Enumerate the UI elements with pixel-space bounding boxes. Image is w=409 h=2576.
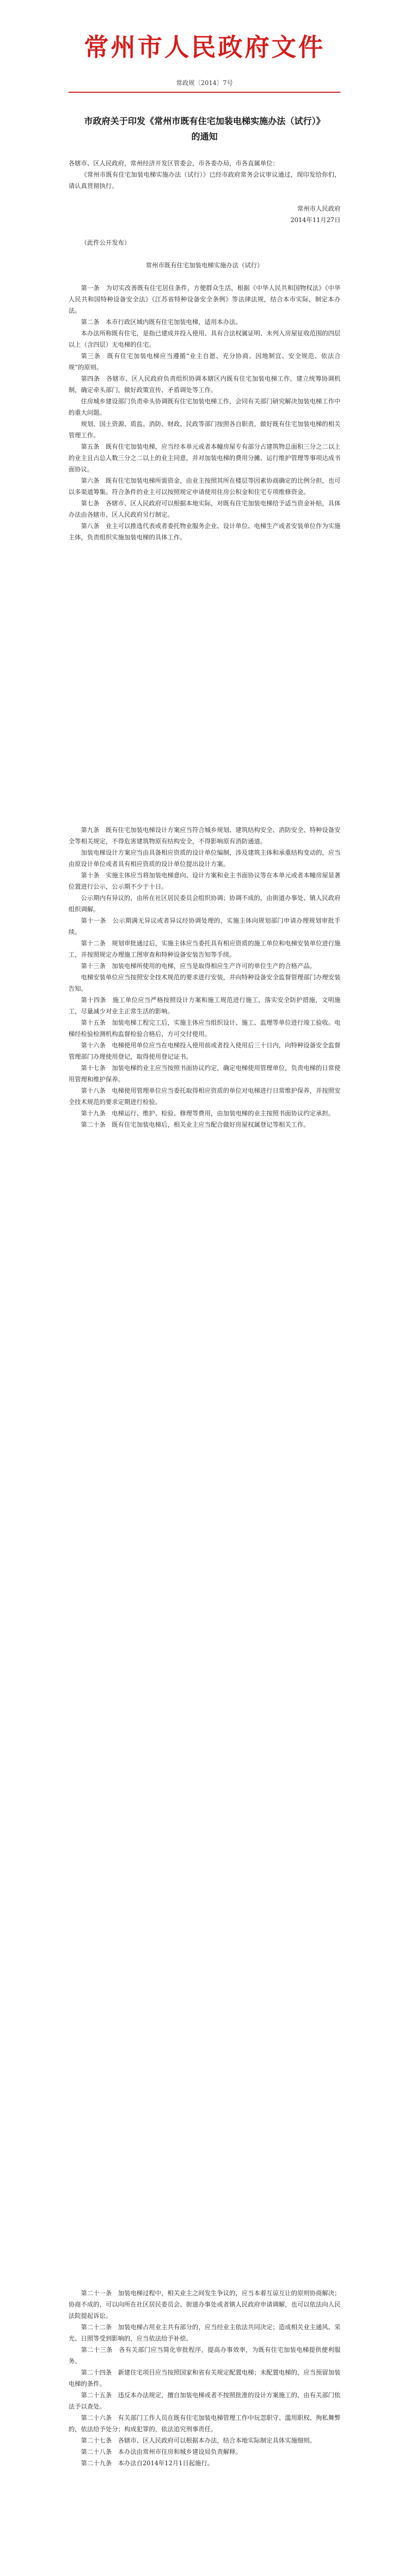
regulation-article: 第二十九条 本办法自2014年12月1日起施行。: [81, 2460, 214, 2467]
red-divider-line: [69, 92, 340, 93]
regulation-article: 第六条 既有住宅加装电梯所需资金，由业主按照其所在楼层等因素协商确定的比例分担，也可以多渠道筹集。符合条件的业主可以按照规定申请使用住房公积金和住宅专项维修资金。: [69, 477, 341, 496]
notice-text: 《常州市既有住宅加装电梯实施办法（试行）》已经市政府常务会议审议通过，现印发给你们，请认真贯彻执行。: [69, 171, 340, 190]
regulation-article: 第二十二条 加装电梯占用业主共有部分的，应当经业主依法共同决定；造成相关业主通风、采光、日照等受到影响的，应当依法给予补偿。: [69, 2324, 341, 2342]
document-masthead: 常州市人民政府文件: [83, 33, 325, 62]
regulation-article: 第一条 为切实改善既有住宅居住条件，方便群众生活，根据《中华人民共和国物权法》《中华人民共和国特种设备安全法》《江苏省特种设备安全条例》等法律法规，结合本市实际，制定本办法。: [69, 284, 340, 314]
regulation-article: 第二条 本市行政区域内既有住宅加装电梯，适用本办法。: [81, 318, 242, 326]
regulation-article: 第十条 实施主体应当将加装电梯意向、设计方案和业主书面协议等在本单元或者本幢房屋显著位置进行公示，公示期不少于十日。: [69, 872, 341, 890]
regulation-article: 第二十四条 新建住宅项目应当按照国家和省有关规定配置电梯；未配置电梯的，应当预留加装电梯的条件。: [69, 2369, 341, 2387]
regulation-article: 第二十一条 加装电梯过程中，相关业主之间发生争议的，应当本着互谅互让的原则协商解决；协商不成的，可以向所在社区居民委员会、街道办事处或者镇人民政府申请调解，也可以依法向人民法院提起诉讼。: [69, 2290, 341, 2319]
regulation-title: 常州市既有住宅加装电梯实施办法（试行）: [145, 262, 263, 269]
regulation-section-2: [69, 824, 340, 1130]
regulation-article: 第二十八条 本办法由常州市住房和城乡建设局负责解释。: [81, 2448, 242, 2455]
regulation-article: 第十九条 电梯运行、维护、检验、修理等费用，由加装电梯的业主按照书面协议约定承担。: [81, 1110, 335, 1117]
notice-body: [69, 158, 340, 543]
notice-title-line-1: 市政府关于印发《常州市既有住宅加装电梯实施办法（试行）》: [84, 116, 325, 127]
regulation-article: 加装电梯设计方案应当由具备相应资质的设计单位编制，涉及建筑主体和承重结构变动的，应当由原设计单位或者具有相应资质的设计单位提出设计方案。: [69, 849, 341, 868]
notice-issuer: 常州市人民政府: [297, 205, 340, 212]
regulation-article: 第二十六条 有关部门工作人员在既有住宅加装电梯管理工作中玩忽职守、滥用职权、徇私舞弊的，依法给予处分；构成犯罪的，依法追究刑事责任。: [69, 2414, 341, 2433]
regulation-article: 电梯安装单位应当按照安全技术规范的要求进行安装，并向特种设备安全监督管理部门办理安装告知。: [69, 974, 341, 992]
regulation-article: 第五条 既有住宅加装电梯，应当经本单元或者本幢房屋专有部分占建筑物总面积三分之二以上的业主且占总人数三分之二以上的业主同意，并对加装电梯的费用分摊、运行维护管理等事项达成书面协议。: [69, 443, 341, 473]
notice-date: 2014年11月27日: [290, 216, 340, 224]
regulation-article: 第十五条 加装电梯工程完工后，实施主体应当组织设计、施工、监理等单位进行竣工验收。电梯经检验检测机构监督检验合格后，方可交付使用。: [69, 1019, 341, 1038]
regulation-article: 第十七条 加装电梯的业主应当按照书面协议约定，确定电梯使用管理单位，负责电梯的日常使用管理和维护保养。: [69, 1064, 341, 1083]
regulation-article: 第七条 各辖市、区人民政府可以根据本地实际，对既有住宅加装电梯给予适当资金补贴，具体办法由各辖市、区人民政府另行制定。: [69, 500, 341, 518]
regulation-article: 第十八条 电梯使用管理单位应当委托取得相应资质的单位对电梯进行日常维护保养，并按照安全技术规范的要求定期进行检验。: [69, 1087, 341, 1106]
regulation-article: 第九条 既有住宅加装电梯设计方案应当符合城乡规划、建筑结构安全、消防安全、特种设备安全等相关规定，不得危害建筑物原有结构安全，不得影响原有消防通道。: [69, 826, 341, 845]
regulation-article: 第十二条 规划审批通过后，实施主体应当委托具有相应资质的施工单位和电梯安装单位进行施工，并按照规定办理施工图审查和特种设备安装告知等手续。: [69, 940, 341, 958]
regulation-article: 第四条 各辖市、区人民政府负责组织协调本辖区内既有住宅加装电梯工作，建立统筹协调机制，确定牵头部门，做好政策宣传、矛盾调处等工作。: [69, 375, 340, 394]
notice-title-line-2: 的通知: [191, 132, 218, 142]
regulation-article: 第二十七条 各辖市、区人民政府可以根据本办法，结合本地实际制定具体实施细则。: [81, 2437, 316, 2444]
notice-publication-note: （此件公开发布）: [81, 239, 131, 246]
regulation-article: 第八条 业主可以推选代表或者委托物业服务企业、设计单位、电梯生产或者安装单位作为实施主体，负责组织实施加装电梯的具体工作。: [69, 522, 341, 541]
regulation-article: 住房城乡建设部门负责牵头协调既有住宅加装电梯工作，会同有关部门研究解决加装电梯工作中的重大问题。: [69, 398, 341, 416]
regulation-article: 第十三条 加装电梯所使用的电梯，应当是取得相应生产许可的单位生产的合格产品。: [81, 962, 316, 970]
regulation-article: 本办法所称既有住宅，是指已建成并投入使用、具有合法权属证明、未列入房屋征收范围的四层以上（含四层）无电梯的住宅。: [69, 330, 341, 348]
regulation-section-3: [69, 2287, 340, 2469]
notice-addressee: 各辖市、区人民政府，常州经济开发区管委会，市各委办局，市各直属单位：: [69, 160, 279, 167]
regulation-article: 第二十五条 违反本办法规定，擅自加装电梯或者不按照批准的设计方案施工的，由有关部门依法予以查处。: [69, 2392, 341, 2410]
document-number: 常政规〔2014〕7号: [176, 79, 233, 87]
regulation-article: 第三条 既有住宅加装电梯应当遵循“业主自愿、充分协商、因地制宜、安全规范、依法合规”的原则。: [69, 352, 340, 371]
regulation-article: 第十六条 电梯使用单位应当在电梯投入使用前或者投入使用后三十日内，向特种设备安全监督管理部门办理使用登记，取得使用登记证书。: [69, 1042, 341, 1060]
regulation-article: 第十一条 公示期满无异议或者异议经协调处理的，实施主体向规划部门申请办理规划审批手续。: [69, 917, 340, 936]
regulation-article: 第十四条 施工单位应当严格按照设计方案和施工规范进行施工，落实安全防护措施，文明施工，尽量减少对业主正常生活的影响。: [69, 996, 340, 1015]
regulation-article: 公示期内有异议的，由所在社区居民委员会组织协调；协调不成的，由街道办事处、镇人民政府组织调解。: [69, 894, 341, 913]
regulation-article: 第二十三条 各有关部门应当简化审批程序，提高办事效率，为既有住宅加装电梯提供便利服务。: [69, 2346, 340, 2365]
regulation-article: 第二十条 既有住宅加装电梯后，相关业主应当配合做好房屋权属登记等相关工作。: [81, 1121, 310, 1128]
regulation-article: 规划、国土资源、质监、消防、财政、民政等部门按照各自职责，做好既有住宅加装电梯的相关管理工作。: [69, 420, 341, 439]
